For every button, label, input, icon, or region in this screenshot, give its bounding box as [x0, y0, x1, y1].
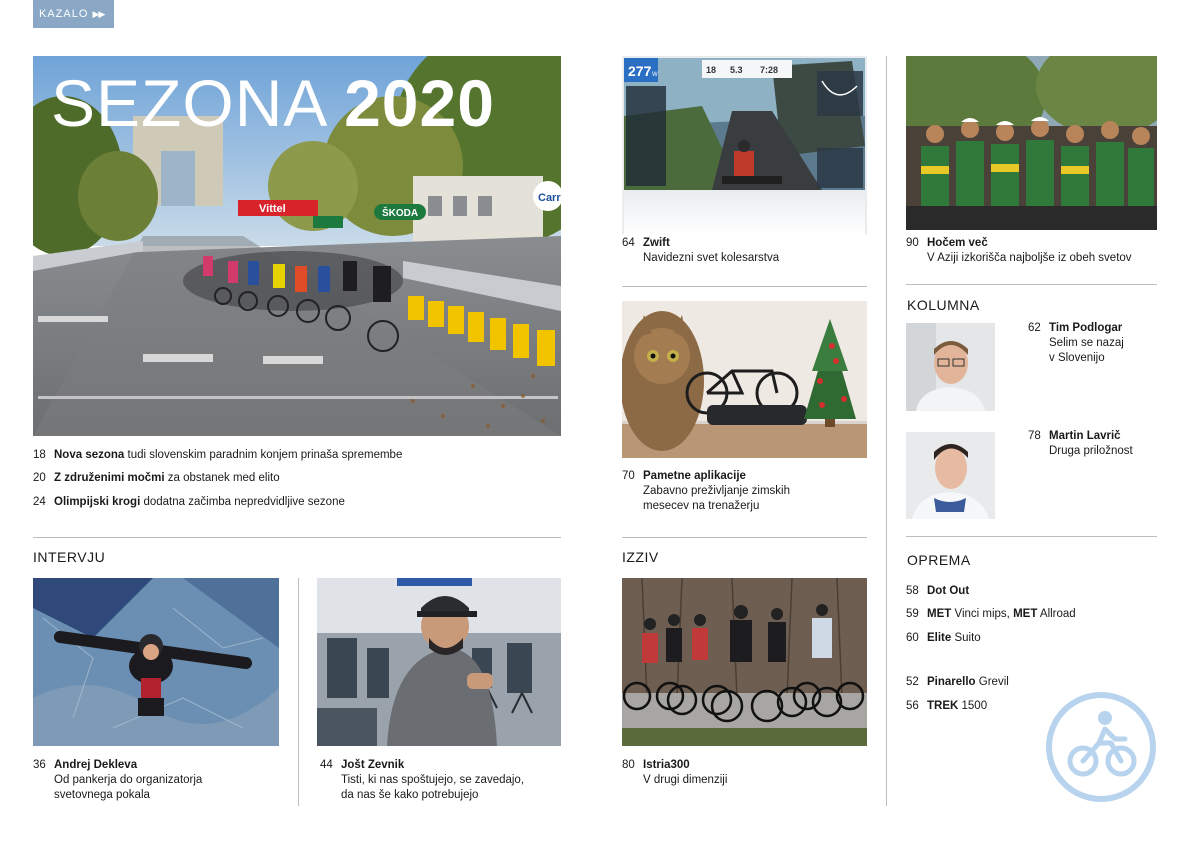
page-number: 60: [906, 632, 919, 644]
product-brand: Pinarello: [927, 676, 976, 688]
hero-photo: [33, 56, 561, 436]
intro-text: za obstanek med elito: [164, 472, 280, 484]
section-heading-kolumna: KOLUMNA: [907, 297, 980, 313]
article-line: Navidezni svet kolesarstva: [643, 252, 780, 264]
page-number: 80: [622, 759, 635, 771]
page-number: 78: [1028, 430, 1041, 442]
divider: [906, 536, 1157, 537]
intro-title: Nova sezona: [54, 449, 125, 461]
section-heading-intervju: INTERVJU: [33, 549, 106, 565]
hocem-photo: [906, 56, 1157, 230]
divider: [622, 537, 867, 538]
article-title: Hočem več: [927, 237, 988, 249]
page-number: 64: [622, 237, 635, 249]
istria-photo: [622, 578, 867, 746]
zwift-scene: [622, 56, 867, 234]
page-number: 90: [906, 237, 919, 249]
article-line: Selim se nazaj: [1049, 337, 1124, 349]
dekleva-scene: [33, 578, 279, 746]
zwift-photo: [622, 56, 867, 234]
page-number: 70: [622, 470, 635, 482]
article-title: Istria300: [643, 759, 690, 771]
dekleva-photo: [33, 578, 279, 746]
kazalo-label: KAZALO: [39, 8, 89, 20]
product-brand: Elite: [927, 632, 952, 644]
podlogar-photo: [906, 323, 995, 411]
zwift-watts-unit: W: [652, 72, 658, 78]
interview-line: svetovnega pokala: [54, 789, 150, 801]
product-model: 1500: [958, 700, 988, 712]
page-number: 59: [906, 608, 919, 620]
interview-title: Jošt Zevnik: [341, 759, 405, 771]
zevnik-scene: [317, 578, 561, 746]
divider-vertical: [886, 56, 887, 806]
divider-vertical: [298, 578, 299, 806]
page-number: 58: [906, 585, 919, 597]
istria-scene: [622, 578, 867, 746]
interview-line: Tisti, ki nas spoštujejo, se zavedajo,: [341, 774, 525, 786]
page-number: 56: [906, 700, 919, 712]
lavric-photo: [906, 432, 995, 519]
zwift-speed: 18: [706, 65, 717, 75]
hocem-scene: [906, 56, 1157, 230]
page-number: 24: [33, 496, 46, 508]
section-heading-izziv: IZZIV: [622, 549, 659, 565]
page-number: 62: [1028, 322, 1041, 334]
carr-sign: Carr: [538, 192, 561, 204]
hero-title-bold: 2020: [344, 66, 495, 140]
podlogar-portrait: [906, 323, 995, 411]
product-brand: TREK: [927, 700, 959, 712]
divider: [906, 284, 1157, 285]
product-brand: MET: [1013, 608, 1038, 620]
zwift-time: 7:28: [760, 65, 779, 75]
apps-scene: [622, 301, 867, 458]
page-number: 20: [33, 472, 46, 484]
product-model: Suito: [951, 632, 981, 644]
article-line: mesecev na trenažerju: [643, 500, 760, 512]
article-line: v Slovenijo: [1049, 352, 1105, 364]
intro-title: Z združenimi močmi: [54, 472, 165, 484]
product-model: Grevil: [975, 676, 1009, 688]
intro-title: Olimpijski krogi: [54, 496, 141, 508]
product-model: Allroad: [1037, 608, 1076, 620]
intro-text: tudi slovenskim paradnim konjem prinaša spremembe: [124, 449, 403, 461]
article-line: V Aziji izkorišča najboljše iz obeh svetov: [927, 252, 1132, 264]
article-title: Pametne aplikacije: [643, 470, 746, 482]
vittel-sign: Vittel: [259, 203, 286, 215]
kazalo-tag: [33, 0, 114, 28]
product-brand: MET: [927, 608, 952, 620]
zwift-distance: 5.3: [730, 65, 743, 75]
zevnik-photo: [317, 578, 561, 746]
divider: [33, 537, 561, 538]
interview-line: da nas še kako potrebujejo: [341, 789, 479, 801]
play-arrows-icon: ▶▶: [92, 9, 105, 19]
apps-photo: [622, 301, 867, 458]
hero-title: [51, 68, 495, 138]
product-brand: Dot Out: [927, 585, 970, 597]
page-number: 36: [33, 759, 46, 771]
page-number: 18: [33, 449, 46, 461]
article-line: Druga priložnost: [1049, 445, 1133, 457]
product-model: Vinci mips,: [951, 608, 1014, 620]
article-line: Zabavno preživljanje zimskih: [643, 485, 791, 497]
article-title: Zwift: [643, 237, 670, 249]
page-number: 52: [906, 676, 919, 688]
intro-text: dodatna začimba nepredvidljive sezone: [140, 496, 345, 508]
article-title: Tim Podlogar: [1049, 322, 1123, 334]
interview-title: Andrej Dekleva: [54, 759, 138, 771]
lavric-portrait: [906, 432, 995, 519]
page-number: 44: [320, 759, 333, 771]
article-title: Martin Lavrič: [1049, 430, 1121, 442]
divider: [622, 286, 867, 287]
interview-line: Od pankerja do organizatorja: [54, 774, 203, 786]
zwift-watts: 277: [628, 63, 652, 79]
hero-title-light: SEZONA: [51, 66, 325, 140]
article-line: V drugi dimenziji: [643, 774, 728, 786]
cyclist-icon: [1045, 691, 1157, 803]
section-heading-oprema: OPREMA: [907, 552, 971, 568]
skoda-sign: ŠKODA: [382, 208, 419, 219]
